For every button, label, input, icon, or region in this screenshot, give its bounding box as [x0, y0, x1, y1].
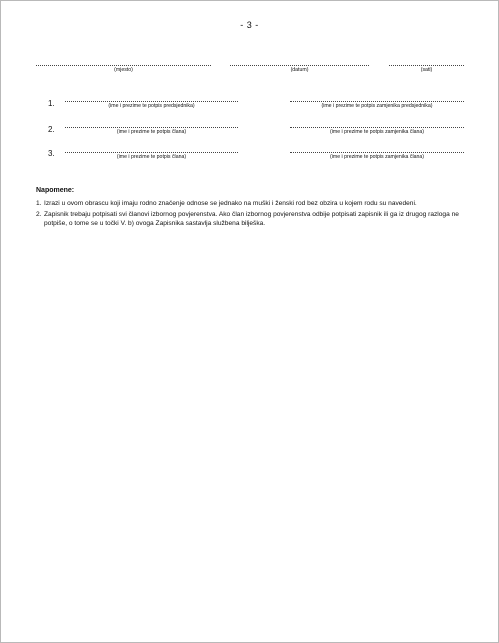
signature-line [290, 101, 464, 102]
signature-line [65, 152, 238, 153]
signature-caption: (ime i prezime te potpis predsjednika) [108, 103, 195, 109]
signature-caption: (ime i prezime te potpis zamjenika člana) [330, 154, 424, 160]
note-text: Zapisnik trebaju potpisati svi članovi izbornog povjerenstva. Ako član izbornog povjerenstva odbije potpisati zapisnik ili ga iz drugog razloga ne potpiše, o tome se u točki V. b) ovoga Zapisnika sastavlja službena bilješka. [44, 211, 459, 227]
signature-caption: (ime i prezime te potpis zamjenika predsjednika) [321, 103, 433, 109]
notes-title: Napomene: [36, 187, 75, 194]
signature-caption: (ime i prezime te potpis zamjenika člana) [330, 129, 424, 135]
signature-deputy-member [290, 152, 464, 160]
signature-line [290, 127, 464, 128]
signature-line [65, 127, 238, 128]
date-line [230, 65, 369, 66]
hours-caption: (sati) [420, 67, 433, 73]
signature-number: 2. [48, 125, 55, 134]
signature-line [65, 101, 238, 102]
signature-line [290, 152, 464, 153]
note-item [36, 210, 466, 228]
signature-member [65, 127, 238, 135]
signature-number: 1. [48, 99, 55, 108]
hours-line [389, 65, 464, 66]
place-field [36, 65, 211, 73]
note-number: 2. [36, 211, 42, 218]
note-item [36, 199, 466, 208]
place-caption: (mjesto) [114, 67, 133, 73]
signature-caption: (ime i prezime te potpis člana) [116, 154, 187, 160]
note-number: 1. [36, 200, 42, 207]
date-caption: (datum) [290, 67, 309, 73]
signature-deputy-member [290, 127, 464, 135]
place-line [36, 65, 211, 66]
signature-member [65, 152, 238, 160]
signature-deputy-president [290, 101, 464, 109]
hours-field [389, 65, 464, 73]
signature-number: 3. [48, 149, 55, 158]
signature-president [65, 101, 238, 109]
date-field [230, 65, 369, 73]
page-number: - 3 - [240, 20, 259, 30]
note-text: Izrazi u ovom obrascu koji imaju rodno značenje odnose se jednako na muški i ženski rod bez obzira u kojem rodu su navedeni. [44, 200, 417, 207]
signature-caption: (ime i prezime te potpis člana) [116, 129, 187, 135]
